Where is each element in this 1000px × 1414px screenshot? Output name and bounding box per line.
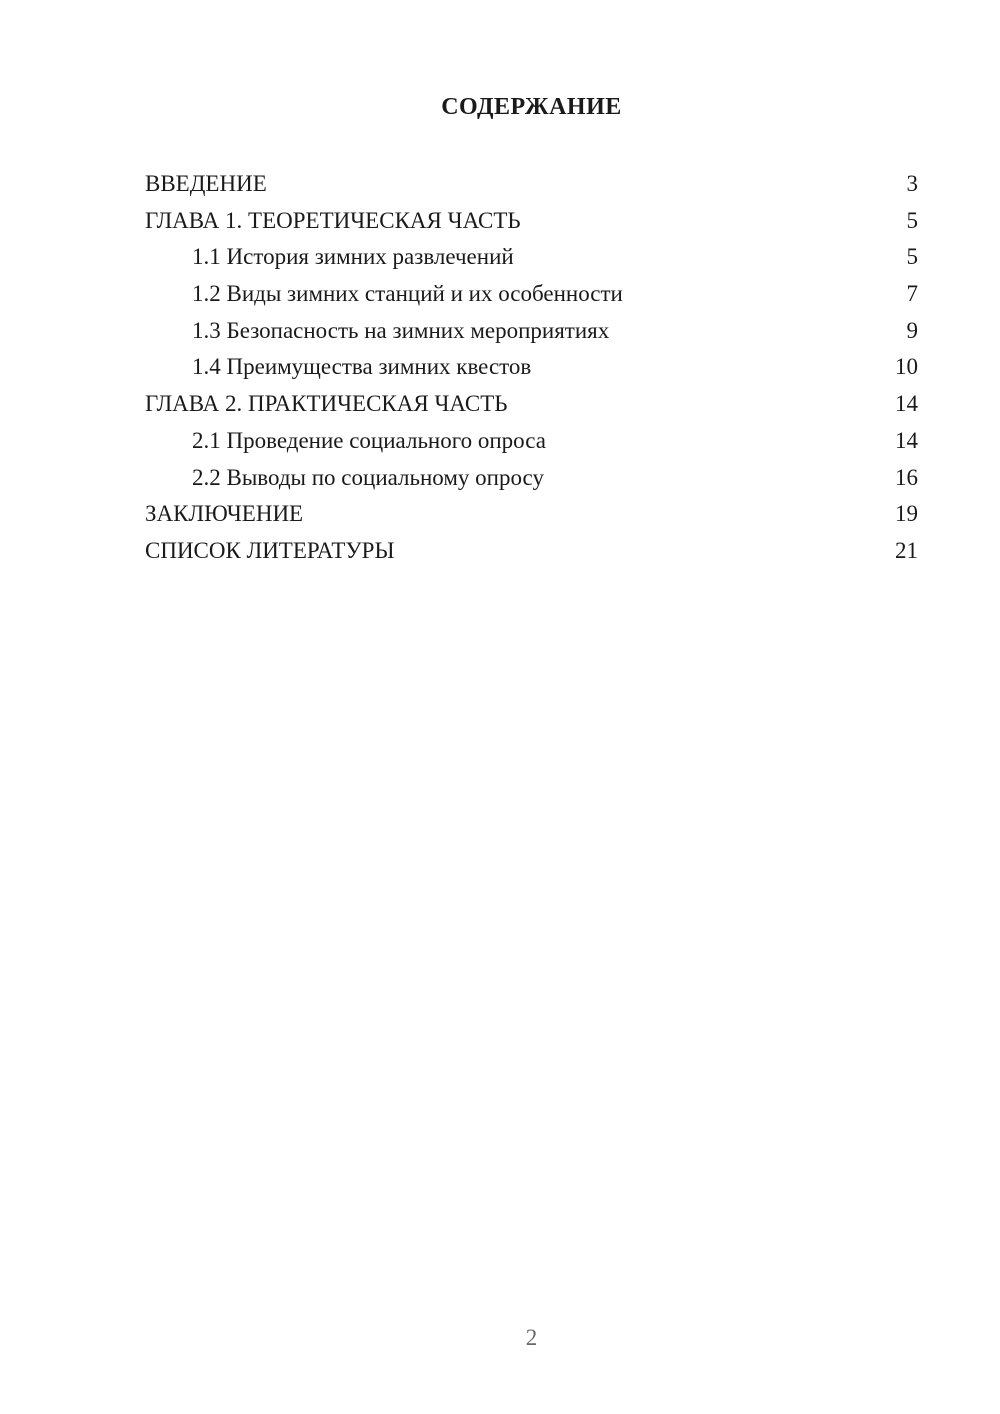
toc-entry <box>145 166 918 203</box>
toc-entry <box>145 496 918 533</box>
toc-entry <box>145 533 918 570</box>
toc-entry-label: ВВЕДЕНИЕ <box>145 171 267 196</box>
toc-entry-label: 1.3 Безопасность на зимних мероприятиях <box>192 317 610 343</box>
toc-entry-label: СПИСОК ЛИТЕРАТУРЫ <box>145 537 395 563</box>
toc-entry-label: ГЛАВА 2. ПРАКТИЧЕСКАЯ ЧАСТЬ <box>145 391 508 417</box>
page-number-footer: 2 <box>525 1325 538 1350</box>
toc-entry-label: ЗАКЛЮЧЕНИЕ <box>145 501 304 527</box>
toc-entry-page: 7 <box>906 281 918 307</box>
toc-entry-page: 14 <box>895 391 918 417</box>
toc-entry-page: 5 <box>906 207 918 233</box>
table-of-contents <box>145 166 918 570</box>
toc-entry-page: 16 <box>895 464 918 490</box>
toc-entry-page: 19 <box>895 501 918 527</box>
toc-entry-label: 1.1 История зимних развлечений <box>192 244 514 270</box>
toc-entry <box>145 423 918 460</box>
toc-entry <box>145 460 918 497</box>
toc-entry-label: 1.2 Виды зимних станций и их особенности <box>192 281 623 307</box>
toc-entry <box>145 276 918 313</box>
toc-entry-page: 5 <box>906 244 918 270</box>
toc-entry <box>145 349 918 386</box>
toc-entry-page: 3 <box>906 171 918 196</box>
toc-entry <box>145 203 918 240</box>
toc-entry-label: ГЛАВА 1. ТЕОРЕТИЧЕСКАЯ ЧАСТЬ <box>145 207 521 233</box>
toc-entry-label: 2.2 Выводы по социальному опросу <box>192 464 544 490</box>
page-title: СОДЕРЖАНИЕ <box>441 94 622 120</box>
toc-entry <box>145 386 918 423</box>
toc-entry-page: 21 <box>895 537 918 563</box>
toc-entry-label: 1.4 Преимущества зимних квестов <box>192 354 532 380</box>
toc-entry <box>145 239 918 276</box>
toc-entry-page: 10 <box>895 354 918 380</box>
toc-entry-page: 14 <box>895 427 918 453</box>
toc-entry-page: 9 <box>906 317 918 343</box>
toc-entry <box>145 313 918 350</box>
toc-entry-label: 2.1 Проведение социального опроса <box>192 427 546 453</box>
